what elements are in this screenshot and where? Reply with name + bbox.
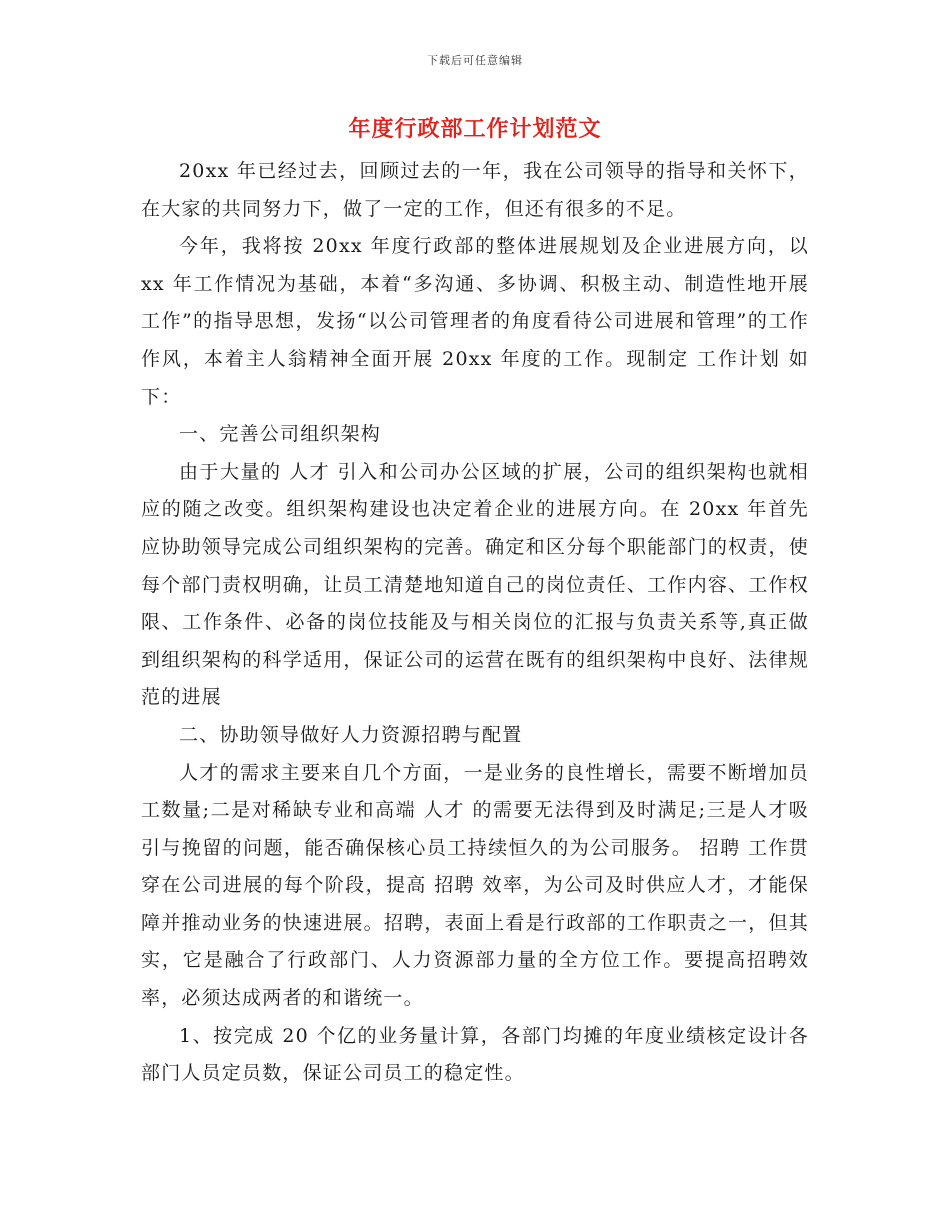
paragraph-org-structure: 由于大量的 人才 引入和公司办公区域的扩展，公司的组织架构也就相应的随之改变。组织架构建设也决定着企业的进展方向。在 20xx 年首先应协助领导完成公司组织架构的完善。确定和区分每个职能部门的权责，使每个部门责权明确，让员工清楚地知道自己的岗位责任、工作内容、工作权限、工作条件、必备的岗位技能及与相关岗位的汇报与负责关系等,真正做到组织架构的科学适用，保证公司的运营在既有的组织架构中良好、法律规范的进展 <box>141 460 809 709</box>
section-heading-1: 一、完善公司组织架构 <box>179 423 382 446</box>
paragraph-intro: 20xx 年已经过去，回顾过去的一年，我在公司领导的指导和关怀下，在大家的共同努力下，做了一定的工作，但还有很多的不足。 <box>141 160 809 220</box>
paragraph-recruitment: 人才的需求主要来自几个方面，一是业务的良性增长，需要不断增加员工数量;二是对稀缺专业和高端 人才 的需要无法得到及时满足;三是人才吸引与挽留的问题，能否确保核心员工持续恒久的为公司服务。 招聘 工作贯穿在公司进展的每个阶段，提高 招聘 效率，为公司及时供应人才，才能保障并推动业务的快速进展。招聘，表面上看是行政部的工作职责之一，但其实，它是融合了行政部门、人力资源部力量的全方位工作。要提高招聘效率，必须达成两者的和谐统一。 <box>141 761 809 1010</box>
section-heading-2: 二、协助领导做好人力资源招聘与配置 <box>179 723 523 746</box>
paragraph-item-1: 1、按完成 20 个亿的业务量计算，各部门均摊的年度业绩核定设计各部门人员定员数，保证公司员工的稳定性。 <box>141 1024 809 1085</box>
document-title: 年度行政部工作计划范文 <box>348 116 602 142</box>
paragraph-plan-overview: 今年，我将按 20xx 年度行政部的整体进展规划及企业进展方向，以 xx 年工作情况为基础，本着“多沟通、多协调、积极主动、制造性地开展工作”的指导思想，发扬“以公司管理者的角度看待公司进展和管理”的工作作风，本着主人翁精神全面开展 20xx 年度的工作。现制定 工作计划 如下： <box>141 235 809 408</box>
page-header-note: 下载后可任意编辑 <box>427 54 523 67</box>
document-body <box>141 153 809 1093</box>
